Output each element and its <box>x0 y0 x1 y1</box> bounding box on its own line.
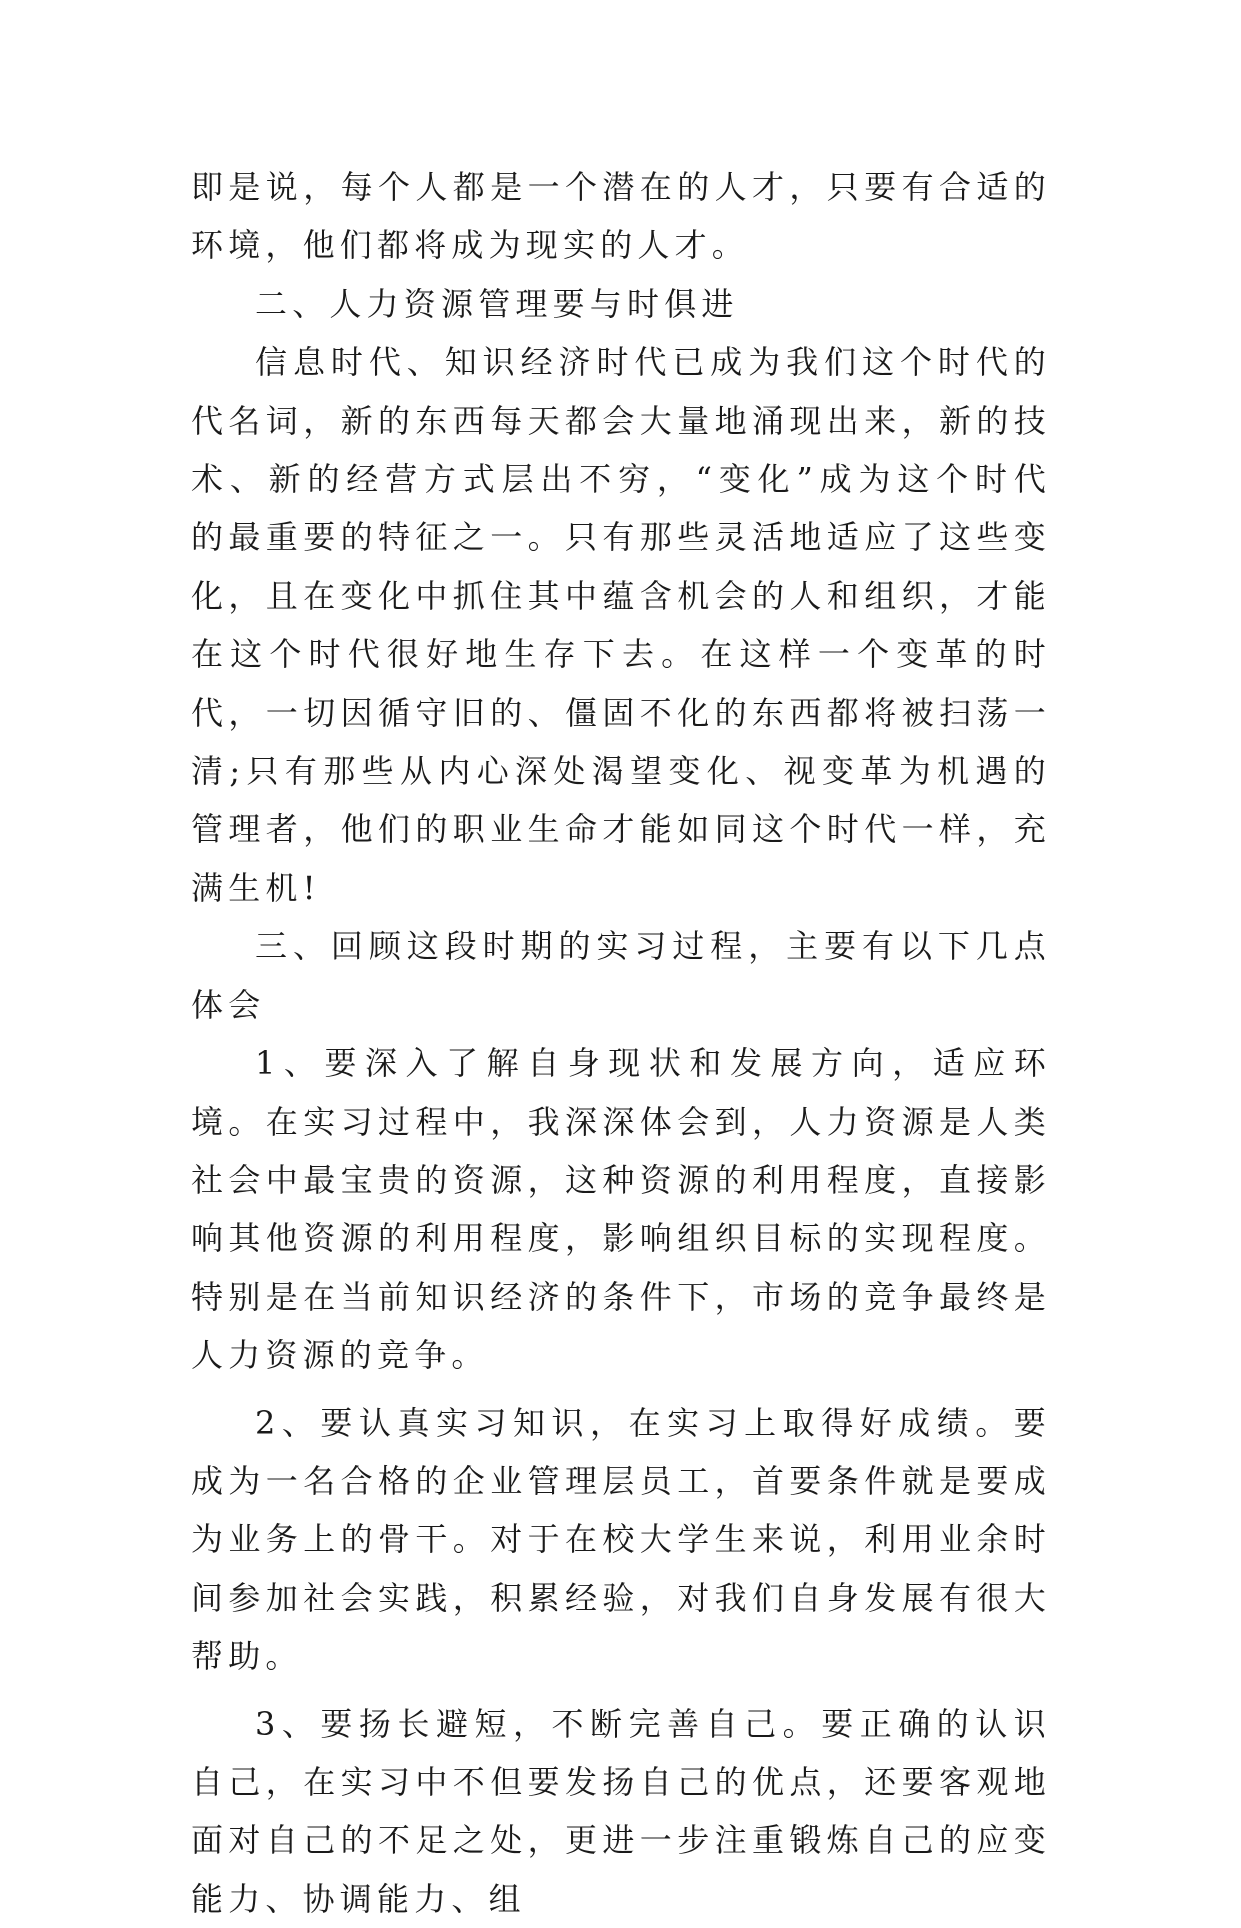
paragraph-information-era: 信息时代、知识经济时代已成为我们这个时代的代名词，新的东西每天都会大量地涌现出来，新的技术、新的经营方式层出不穷，“变化”成为这个时代的最重要的特征之一。只有那些灵活地适应了这些变化，且在变化中抓住其中蕴含机会的人和组织，才能在这个时代很好地生存下去。在这样一个变革的时代，一切因循守旧的、僵固不化的东西都将被扫荡一清;只有那些从内心深处渴望变化、视变革为机遇的管理者，他们的职业生命才能如同这个时代一样，充满生机! <box>191 343 1051 907</box>
section-heading-3: 三、回顾这段时期的实习过程，主要有以下几点体会 <box>191 927 1051 1024</box>
paragraph-point-2: 2、要认真实习知识，在实习上取得好成绩。要成为一名合格的企业管理层员工，首要条件就是要成为业务上的骨干。对于在校大学生来说，利用业余时间参加社会实践，积累经验，对我们自身发展有很大帮助。 <box>191 1403 1051 1676</box>
paragraph-continuation: 即是说，每个人都是一个潜在的人才，只要有合适的环境，他们都将成为现实的人才。 <box>191 168 1051 265</box>
paragraph-point-3: 3、要扬长避短，不断完善自己。要正确的认识自己，在实习中不但要发扬自己的优点，还要客观地面对自己的不足之处，更进一步注重锻炼自己的应变能力、协调能力、组 <box>191 1704 1051 1918</box>
document-body <box>191 158 1051 1928</box>
paragraph-point-1: 1、要深入了解自身现状和发展方向，适应环境。在实习过程中，我深深体会到，人力资源是人类社会中最宝贵的资源，这种资源的利用程度，直接影响其他资源的利用程度，影响组织目标的实现程度。特别是在当前知识经济的条件下，市场的竞争最终是人力资源的竞争。 <box>191 1044 1051 1375</box>
section-heading-2: 二、人力资源管理要与时俱进 <box>255 284 739 323</box>
